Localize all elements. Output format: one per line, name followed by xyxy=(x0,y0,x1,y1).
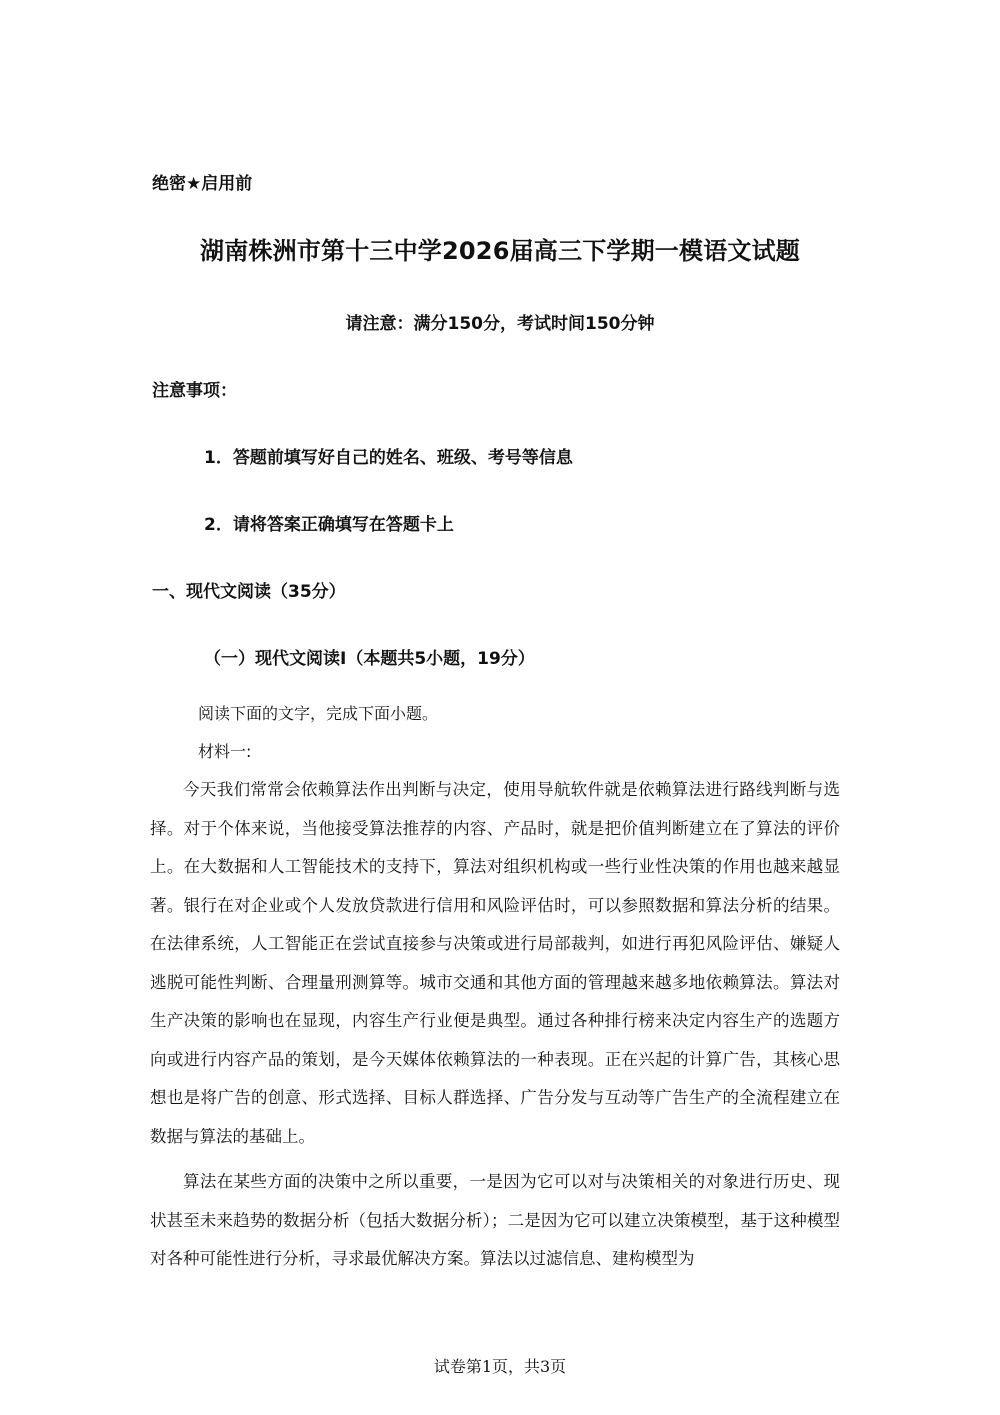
note-item-2: 2．请将答案正确填写在答题卡上 xyxy=(204,515,454,535)
section-heading: 一、现代文阅读（35分） xyxy=(152,582,346,602)
score-time-notice: 请注意：满分150分，考试时间150分钟 xyxy=(345,314,655,334)
material-label: 材料一: xyxy=(198,742,252,761)
body-paragraph-2: 算法在某些方面的决策中之所以重要，一是因为它可以对与决策相关的对象进行历史、现状甚至未来趋势的数据分析（包括大数据分析）；二是因为它可以建立决策模型，基于这种模型对各种可能性进行分析，寻求最优解决方案。算法以过滤信息、建构模型为 xyxy=(150,1172,840,1268)
note-item-1: 1．答题前填写好自己的姓名、班级、考号等信息 xyxy=(204,448,573,468)
notes-heading: 注意事项： xyxy=(152,381,237,401)
subsection-heading: （一）现代文阅读I（本题共5小题，19分） xyxy=(204,649,535,669)
page-title: 湖南株洲市第十三中学2026届高三下学期一模语文试题 xyxy=(200,237,800,265)
confidential-label: 绝密★启用前 xyxy=(152,174,253,194)
page-footer: 试卷第1页，共3页 xyxy=(433,1357,567,1376)
reading-instruction: 阅读下面的文字，完成下面小题。 xyxy=(198,704,439,723)
body-paragraph-1: 今天我们常常会依赖算法作出判断与决定，使用导航软件就是依赖算法进行路线判断与选择。对于个体来说，当他接受算法推荐的内容、产品时，就是把价值判断建立在了算法的评价上。在大数据和人工智能技术的支持下，算法对组织机构或一些行业性决策的作用也越来越显著。银行在对企业或个人发放贷款进行信用和风险评估时，可以参照数据和算法分析的结果。在法律系统，人工智能正在尝试直接参与决策或进行局部裁判，如进行再犯风险评估、嫌疑人逃脱可能性判断、合理量刑测算等。城市交通和其他方面的管理越来越多地依赖算法。算法对生产决策的影响也在显现，内容生产行业便是典型。通过各种排行榜来决定内容生产的选题方向或进行内容产品的策划，是今天媒体依赖算法的一种表现。正在兴起的计算广告，其核心思想也是将广告的创意、形式选择、目标人群选择、广告分发与互动等广告生产的全流程建立在数据与算法的基础上。 xyxy=(150,780,840,1146)
